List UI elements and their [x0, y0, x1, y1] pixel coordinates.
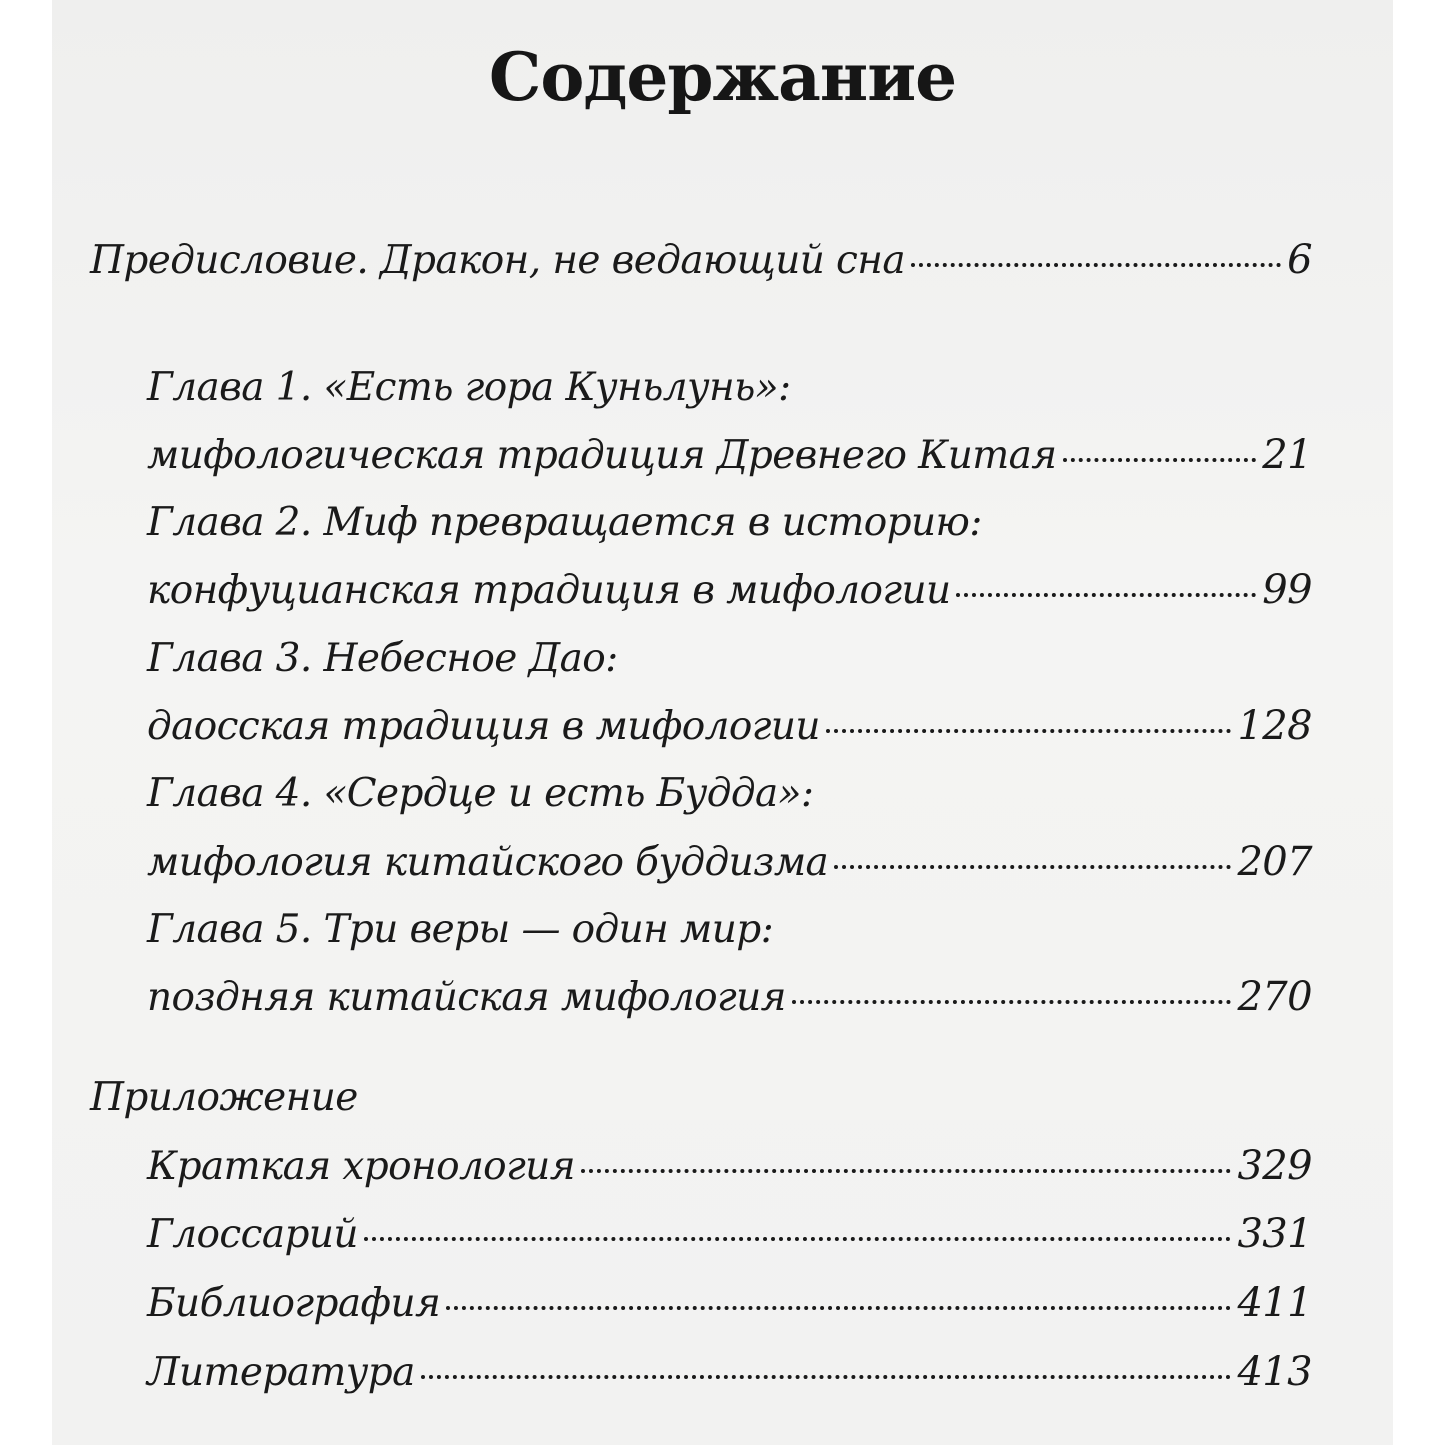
- toc-page-number: 411: [1237, 1280, 1312, 1326]
- toc-entry-text: Библиография: [147, 1281, 441, 1326]
- toc-entry-text: даосская традиция в мифологии: [147, 704, 820, 749]
- toc-page-number: 6: [1287, 237, 1312, 283]
- toc-page-number: 270: [1237, 974, 1312, 1020]
- book-page: [52, 0, 1393, 1445]
- dot-leader: [792, 1000, 1232, 1004]
- toc-entry-text: мифология китайского буддизма: [147, 840, 829, 885]
- toc-chapter-1-title: Глава 1. «Есть гора Куньлунь»:: [147, 365, 791, 410]
- toc-chapter-4-title: Глава 4. «Сердце и есть Будда»:: [147, 771, 814, 816]
- toc-page-number: 331: [1237, 1211, 1312, 1257]
- toc-chapter-2-title: Глава 2. Миф превращается в историю:: [147, 500, 982, 545]
- page-title: Содержание: [488, 38, 957, 116]
- toc-page-number: 329: [1237, 1143, 1312, 1189]
- dot-leader: [581, 1169, 1232, 1173]
- toc-chapter-3-title: Глава 3. Небесное Дао:: [147, 636, 618, 681]
- toc-chapter-5-title: Глава 5. Три веры — один мир:: [147, 907, 774, 952]
- toc-entry-appendix-1: [147, 1143, 1312, 1189]
- toc-entry-text: Краткая хронология: [147, 1144, 575, 1189]
- toc-entry-preface: [90, 237, 1312, 283]
- toc-entry-chapter-1: [147, 432, 1312, 478]
- toc-entry-chapter-4: [147, 839, 1312, 885]
- dot-leader: [834, 865, 1231, 869]
- toc-entry-text: Предисловие. Дракон, не ведающий сна: [90, 238, 906, 283]
- toc-entry-text: мифологическая традиция Древнего Китая: [147, 433, 1057, 478]
- toc-entry-text: Глоссарий: [147, 1212, 358, 1257]
- dot-leader: [826, 729, 1232, 733]
- toc-entry-text: конфуцианская традиция в мифологии: [147, 568, 951, 613]
- toc-page-number: 21: [1262, 432, 1312, 478]
- toc-entry-appendix-3: [147, 1280, 1312, 1326]
- toc-page-number: 128: [1237, 703, 1312, 749]
- toc-page-number: 99: [1262, 567, 1312, 613]
- toc-entry-chapter-3: [147, 703, 1312, 749]
- dot-leader: [364, 1237, 1232, 1241]
- toc-appendix-heading: Приложение: [90, 1075, 358, 1120]
- toc-entry-chapter-2: [147, 567, 1312, 613]
- toc-entry-text: поздняя китайская мифология: [147, 975, 786, 1020]
- dot-leader: [1063, 458, 1257, 462]
- dot-leader: [956, 593, 1256, 597]
- toc-entry-chapter-5: [147, 974, 1312, 1020]
- dot-leader: [911, 263, 1281, 267]
- toc-page-number: 413: [1237, 1349, 1312, 1395]
- toc-entry-text: Литература: [147, 1350, 415, 1395]
- toc-entry-appendix-4: [147, 1349, 1312, 1395]
- dot-leader: [421, 1375, 1232, 1379]
- toc-page-number: 207: [1237, 839, 1312, 885]
- dot-leader: [446, 1306, 1231, 1310]
- toc-entry-appendix-2: [147, 1211, 1312, 1257]
